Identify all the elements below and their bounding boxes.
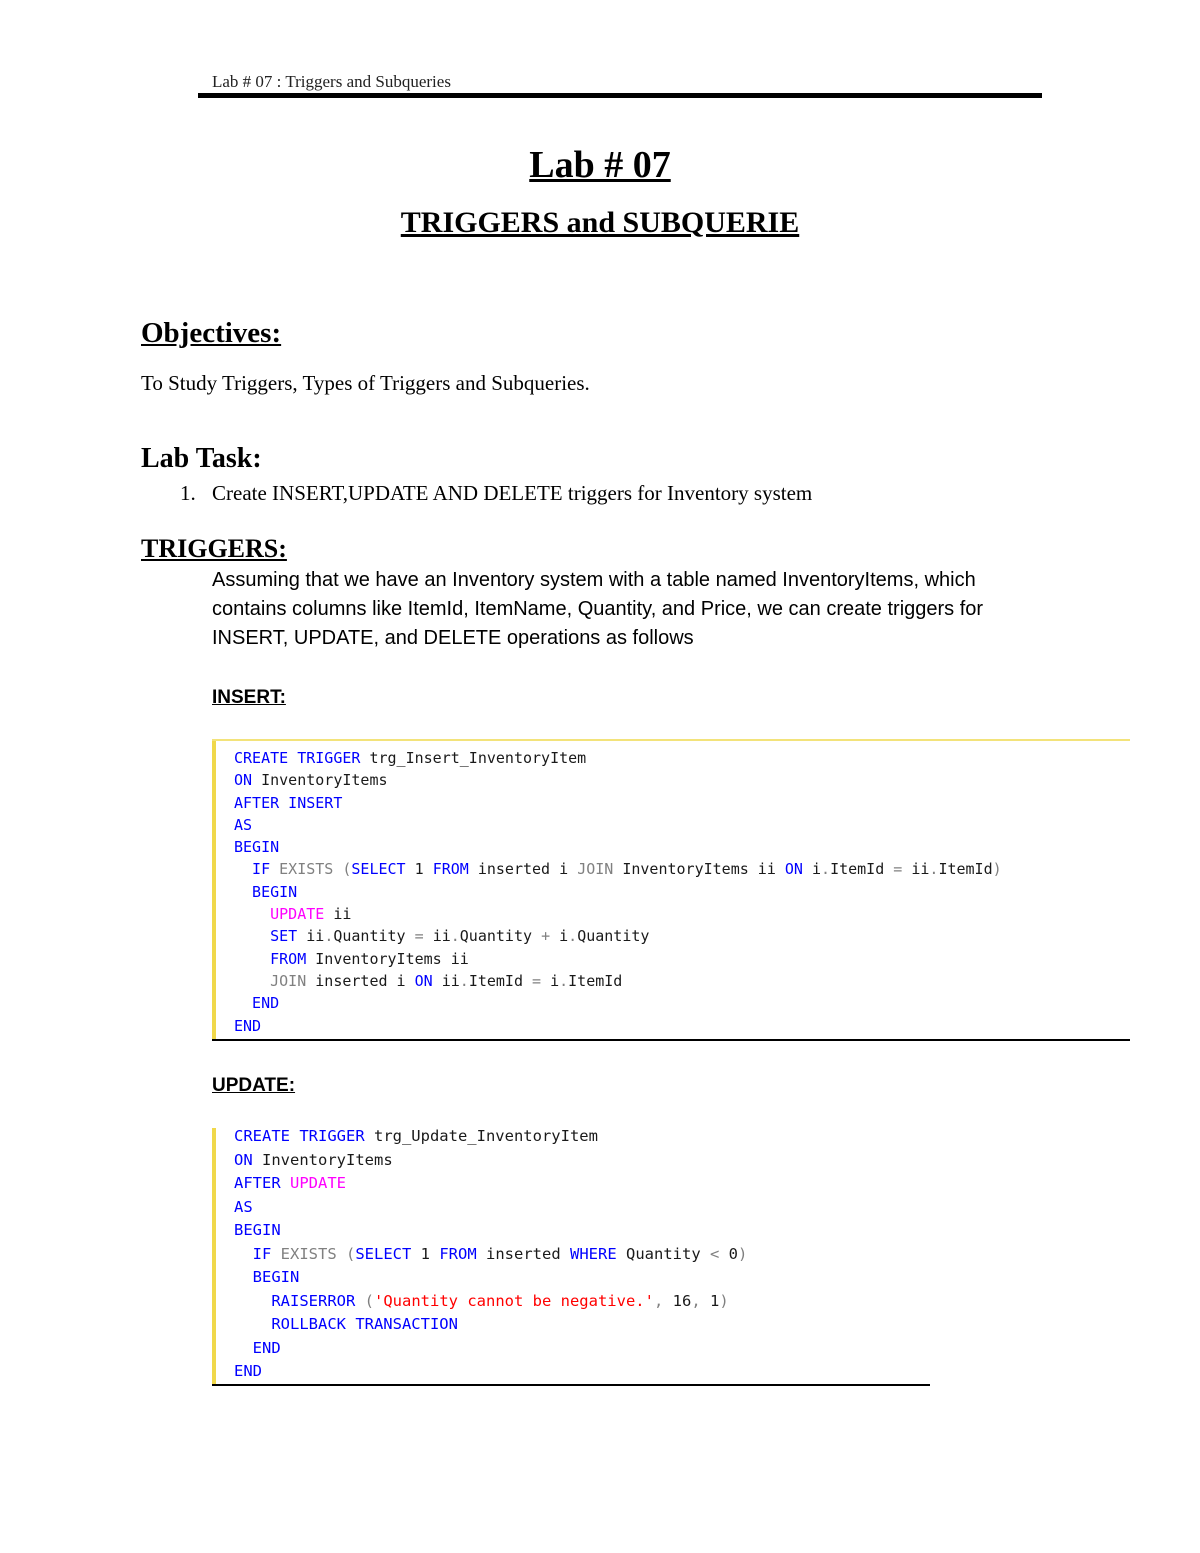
code-token: IF <box>234 860 280 879</box>
code-line <box>234 881 1002 903</box>
code-token: . <box>459 971 469 990</box>
paragraph-line: INSERT, UPDATE, and DELETE operations as follows <box>212 627 694 649</box>
code-line <box>234 948 1002 970</box>
code-line <box>234 970 1002 992</box>
code-line <box>234 1219 747 1243</box>
code-token: SELECT <box>351 860 415 879</box>
code-token: CREATE TRIGGER <box>234 1127 374 1145</box>
code-token: END <box>234 1016 262 1035</box>
insert-code-text <box>234 747 1002 1037</box>
code-token: ii <box>911 860 930 879</box>
code-token: RAISERROR <box>234 1291 365 1310</box>
objectives-heading: Objectives: <box>141 317 282 349</box>
code-token: InventoryItems ii <box>315 949 469 968</box>
code-token: < <box>710 1244 729 1263</box>
code-line <box>234 1313 747 1337</box>
code-line <box>234 814 1002 836</box>
code-token: JOIN <box>234 971 316 990</box>
code-token: EXISTS ( <box>279 860 352 879</box>
code-token: InventoryItems <box>261 771 388 790</box>
code-token: ii <box>432 927 451 946</box>
code-token: 16 <box>672 1291 692 1310</box>
triggers-heading: TRIGGERS: <box>141 534 287 563</box>
code-token: UPDATE <box>290 1174 346 1192</box>
code-token: ) <box>719 1291 729 1310</box>
code-margin-bar <box>212 1128 216 1384</box>
code-line <box>234 769 1002 791</box>
code-token: ON <box>234 1150 262 1169</box>
code-token: FROM <box>432 860 478 879</box>
update-section-label: UPDATE: <box>212 1075 296 1096</box>
code-token: SELECT <box>355 1244 421 1263</box>
insert-code-block <box>212 739 1130 1039</box>
code-token: END <box>234 1338 281 1357</box>
code-token: ii <box>333 905 352 924</box>
code-token: = <box>532 971 551 990</box>
code-token: , <box>691 1291 710 1310</box>
code-token: IF <box>234 1244 281 1263</box>
page-subtitle: TRIGGERS and SUBQUERIE <box>400 206 800 239</box>
code-token: WHERE <box>570 1244 626 1263</box>
code-margin-bar <box>212 741 216 1039</box>
code-token: END <box>234 1362 262 1380</box>
code-token: ItemId <box>568 971 623 990</box>
code-line <box>234 1125 747 1149</box>
code-line <box>234 1360 747 1384</box>
code-line <box>234 858 1002 880</box>
code-token: EXISTS ( <box>280 1244 356 1263</box>
code-token: InventoryItems ii <box>622 860 785 879</box>
code-token: 1 <box>709 1291 720 1310</box>
code-token: FROM <box>439 1244 486 1263</box>
code-token: END <box>234 994 280 1013</box>
code-token: trg_Insert_InventoryItem <box>369 749 587 767</box>
code-token: UPDATE <box>234 905 334 924</box>
code-line <box>234 792 1002 814</box>
lab-task-item-text: Create INSERT,UPDATE AND DELETE triggers for Inventory system <box>212 481 813 505</box>
code-token: inserted i <box>315 971 415 990</box>
code-token: 0 <box>728 1244 739 1263</box>
code-line <box>234 836 1002 858</box>
code-line <box>234 903 1002 925</box>
code-line <box>234 1196 747 1220</box>
code-token: Quantity <box>333 927 415 946</box>
code-token: inserted <box>486 1244 570 1263</box>
code-token: ROLLBACK TRANSACTION <box>234 1315 458 1333</box>
code-token: . <box>929 860 939 879</box>
code-line <box>234 1266 747 1290</box>
code-token: inserted i <box>477 860 578 879</box>
code-token: ( <box>364 1291 374 1310</box>
code-line <box>234 1243 747 1267</box>
code-line <box>234 1290 747 1314</box>
code-line <box>234 1172 747 1196</box>
code-token: i <box>550 971 560 990</box>
code-token: trg_Update_InventoryItem <box>373 1127 598 1145</box>
code-token: 'Quantity cannot be negative.' <box>374 1291 654 1310</box>
code-token: ON <box>414 971 442 990</box>
code-token: FROM <box>234 949 316 968</box>
code-token: ) <box>738 1244 748 1263</box>
code-line <box>234 1337 747 1361</box>
lab-task-item-number: 1. <box>180 481 196 505</box>
code-token: AS <box>234 1197 253 1216</box>
code-token: BEGIN <box>234 882 298 901</box>
code-token: CREATE TRIGGER <box>234 749 370 767</box>
code-token: ItemId <box>468 971 533 990</box>
code-token: AFTER INSERT <box>234 793 343 812</box>
code-line <box>234 1149 747 1173</box>
code-token: ii <box>306 927 325 946</box>
code-token: Quantity <box>459 927 542 946</box>
code-token: . <box>568 927 578 946</box>
code-token: AFTER <box>234 1174 290 1192</box>
code-line <box>234 992 1002 1014</box>
code-token: . <box>821 860 831 879</box>
code-line <box>234 747 1002 769</box>
code-token: ii <box>441 971 460 990</box>
code-line <box>234 1015 1002 1037</box>
code-bottom-rule <box>212 1039 1130 1041</box>
header-rule <box>198 93 1042 98</box>
code-token: ItemId <box>830 860 894 879</box>
code-token: InventoryItems <box>262 1150 393 1169</box>
code-bottom-rule <box>212 1384 930 1386</box>
code-token: i <box>812 860 822 879</box>
code-token: ON <box>234 771 262 790</box>
code-token: i <box>559 927 569 946</box>
code-token: . <box>324 927 334 946</box>
triggers-paragraph <box>212 566 1072 653</box>
code-token: + <box>541 927 560 946</box>
page-title: Lab # 07 <box>529 144 671 186</box>
code-token: BEGIN <box>234 1221 281 1239</box>
running-header: Lab # 07 : Triggers and Subqueries <box>212 72 451 91</box>
code-token: ItemId <box>938 860 993 879</box>
code-token: Quantity <box>577 927 650 946</box>
code-token: AS <box>234 815 253 834</box>
code-token: ON <box>784 860 812 879</box>
code-token: . <box>450 927 460 946</box>
code-token: , <box>653 1291 673 1310</box>
paragraph-line: Assuming that we have an Inventory system with a table named InventoryItems, which <box>212 569 976 591</box>
code-token: . <box>559 971 569 990</box>
code-token: SET <box>234 927 307 946</box>
code-token: ) <box>992 860 1002 879</box>
paragraph-line: contains columns like ItemId, ItemName, Quantity, and Price, we can create triggers for <box>212 598 984 620</box>
code-token: BEGIN <box>234 838 280 857</box>
code-token: = <box>414 927 433 946</box>
update-code-text <box>234 1125 747 1384</box>
code-line <box>234 925 1002 947</box>
code-token: BEGIN <box>234 1268 300 1286</box>
update-code-block <box>212 1128 930 1384</box>
code-token: JOIN <box>577 860 623 879</box>
lab-task-heading: Lab Task: <box>141 443 262 474</box>
code-token: Quantity <box>626 1244 710 1263</box>
code-token: 1 <box>414 860 433 879</box>
objectives-text: To Study Triggers, Types of Triggers and Subqueries. <box>141 371 590 395</box>
insert-section-label: INSERT: <box>212 687 286 708</box>
code-token: = <box>893 860 912 879</box>
code-token: 1 <box>420 1244 440 1263</box>
